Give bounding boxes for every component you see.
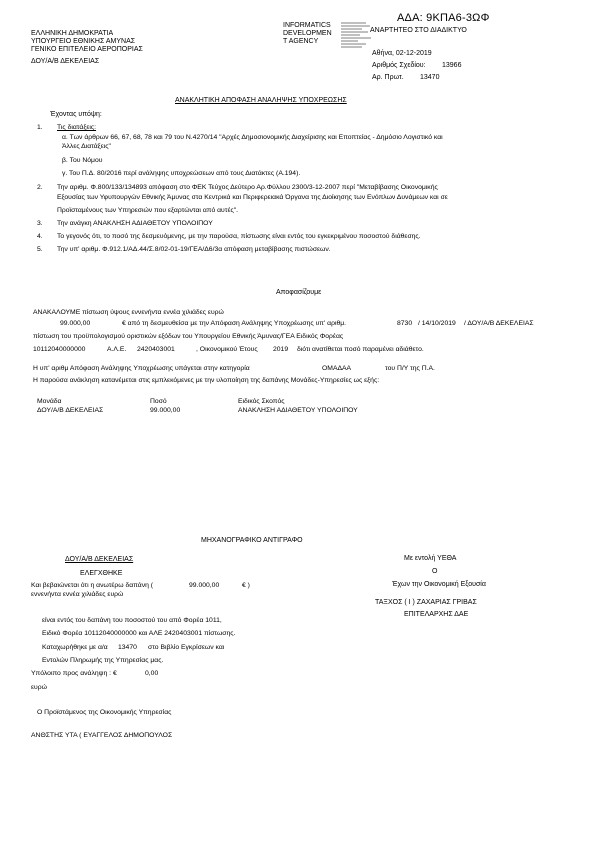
- left-line: Ειδικό Φορέα 10112040000000 και ΑΛΕ 2420403001 πίστωσης.: [42, 630, 236, 637]
- amount: 99.000,00: [60, 320, 91, 327]
- body-line: € από τη δεσμευθείσα με την Απόφαση Ανάληψης Υποχρέωσης υπ' αριθμ.: [122, 320, 347, 327]
- remaining-currency: ευρώ: [31, 684, 47, 691]
- item-number: 4.: [37, 233, 43, 240]
- item-text: Προϊσταμένους των Υπηρεσιών που εξαρτώνται από αυτές".: [57, 207, 239, 214]
- item-number: 1.: [37, 124, 43, 131]
- item-text: Τις διατάξεις:: [57, 124, 97, 131]
- ada-number: ΑΔΑ: 9ΚΠΑ6-3ΩΦ: [397, 12, 490, 24]
- stamp-line-3: T AGENCY: [283, 38, 319, 45]
- body-line: Η παρούσα ανάκληση κατανέμεται στις εμπλεκόμενες με την υλοποίηση της δαπάνης Μονάδες-Υπηρεσίες ως εξής:: [33, 377, 380, 384]
- org-line-1: ΕΛΛΗΝΙΚΗ ΔΗΜΟΚΡΑΤΙΑ: [31, 30, 114, 37]
- special-body-code: 10112040000000: [33, 346, 86, 353]
- alloc-cell-amount: 99.000,00: [150, 407, 181, 414]
- body-line: του Π/Υ της Π.Α.: [385, 365, 435, 372]
- considering-label: Έχοντας υπόψη:: [50, 111, 102, 118]
- ale-label: Α.Λ.Ε.: [107, 346, 127, 353]
- body-line: ΑΝΑΚΑΛΟΥΜΕ πίστωση ύψους εννενήντα εννέα χιλιάδες ευρώ: [33, 309, 224, 316]
- left-line: Εντολών Πληρωμής της Υπηρεσίας μας.: [42, 657, 164, 664]
- stamp-line-1: INFORMATICS: [283, 22, 331, 29]
- item-number: 5.: [37, 246, 43, 253]
- alloc-header-unit: Μονάδα: [37, 398, 62, 405]
- left-line: είναι εντός του δαπάνη του ποσοστού του από Φορέα 1011,: [42, 617, 222, 624]
- item-number: 2.: [37, 184, 43, 191]
- item-text: Την αριθμ. Φ.800/133/134893 απόφαση στο ΦΕΚ Τεύχος Δεύτερο Αρ.Φύλλου 2300/3-12-2007 περί "Μεταβίβασης Οικονομικής: [57, 184, 438, 191]
- item-text: Το γεγονός ότι, το ποσό της δεσμευόμενης, με την παρούσα, πίστωσης είναι εντός του εγκεκριμένου ποσοστού διάθεσης.: [57, 233, 421, 240]
- protocol-label: Αρ. Πρωτ.: [372, 74, 404, 81]
- finance-head-signer: ΑΝΘΣΤΗΣ ΥΤΑ ( ΕΥΑΓΓΕΛΟΣ ΔΗΜΟΠΟΥΛΟΣ: [31, 732, 173, 739]
- category: ΟΜΑΔΑΑ: [322, 365, 352, 372]
- fiscal-year: 2019: [273, 346, 289, 353]
- protocol-number: 13470: [420, 74, 440, 81]
- draft-number: 13966: [442, 62, 462, 69]
- amount-in-words: εννενήντα εννέα χιλιάδες ευρώ: [31, 591, 124, 598]
- item-text: α. Των άρθρων 66, 67, 68, 78 και 79 του Ν.4270/14 "Αρχές Δημοσιονομικής Διαχείρισης και Εποπτείας - Δημόσιο Λογιστικό και: [62, 134, 443, 141]
- org-line-4: ΔΟΥ/Α/Β ΔΕΚΕΛΕΙΑΣ: [31, 58, 100, 65]
- item-text: Άλλες Διατάξεις": [62, 143, 111, 150]
- alloc-cell-unit: ΔΟΥ/Α/Β ΔΕΚΕΛΕΙΑΣ: [37, 407, 104, 414]
- ale-code: 2420403001: [137, 346, 175, 353]
- remaining-label: Υπόλοιπο προς ανάληψη : €: [31, 670, 117, 677]
- checking-unit: ΔΟΥ/Α/Β ΔΕΚΕΛΕΙΑΣ: [65, 556, 134, 563]
- decision-unit: / ΔΟΥ/Α/Β ΔΕΚΕΛΕΙΑΣ: [464, 320, 534, 327]
- registered-label: Καταχωρήθηκε με α/α: [42, 644, 108, 651]
- signer-title: ΕΠΙΤΕΛΑΡΧΗΣ ΔΑΕ: [404, 611, 469, 618]
- item-number: 3.: [37, 220, 43, 227]
- authority-line: Έχων την Οικονομική Εξουσία: [392, 581, 486, 588]
- item-text: Εξουσίας των Υφυπουργών Εθνικής Άμυνας στα Κεντρικά και Περιφερειακά Όργανα της Διοίκησης των Ενόπλων Δυνάμεων και σε: [57, 194, 448, 201]
- body-line: Η υπ' αριθμ Απόφαση Ανάληψης Υποχρέωσης υπάγεται στην κατηγορία: [33, 365, 250, 372]
- certify-amount: 99.000,00: [189, 582, 220, 589]
- body-line: διότι ανατίθεται ποσό παραμένει αδιάθετο.: [297, 346, 424, 353]
- item-text: β. Του Νόμου: [62, 157, 103, 164]
- org-line-2: ΥΠΟΥΡΓΕΙΟ ΕΘΝΙΚΗΣ ΑΜΥΝΑΣ: [31, 38, 136, 45]
- signature-scribble-icon: [340, 21, 376, 51]
- org-line-3: ΓΕΝΙΚΟ ΕΠΙΤΕΛΕΙΟ ΑΕΡΟΠΟΡΙΑΣ: [31, 46, 143, 53]
- item-text: Την υπ' αριθμ. Φ.912.1/ΑΔ.44/Σ.8/02-01-19/ΓΕΑ/Δ6/3α απόφαση μεταβίβασης πιστώσεων.: [57, 246, 331, 253]
- alloc-header-purpose: Ειδικός Σκοπός: [238, 398, 285, 405]
- authority-line: Ο: [432, 568, 438, 575]
- left-line: στο Βιβλίο Εγκρίσεων και: [148, 644, 225, 651]
- item-text: Την ανάγκη ΑΝΑΚΛΗΣΗ ΑΔΙΑΘΕΤΟΥ ΥΠΟΛΟΙΠΟΥ: [57, 220, 213, 227]
- checked-label: ΕΛΕΓΧΘΗΚΕ: [80, 570, 123, 577]
- place-date: Αθήνα, 02-12-2019: [372, 50, 432, 57]
- decide-heading: Αποφασίζουμε: [276, 289, 322, 296]
- posted-online: ΑΝΑΡΤΗΤΕΟ ΣΤΟ ΔΙΑΔΙΚΤΥΟ: [370, 27, 467, 34]
- registered-number: 13470: [118, 644, 137, 651]
- fiscal-year-label: , Οικονομικού Έτους: [196, 346, 258, 353]
- finance-head-title: Ο Προϊστάμενος της Οικονομικής Υπηρεσίας: [37, 709, 172, 716]
- draft-label: Αριθμός Σχεδίου:: [372, 62, 426, 69]
- document-title: ΑΝΑΚΛΗΤΙΚΗ ΑΠΟΦΑΣΗ ΑΝΑΛΗΨΗΣ ΥΠΟΧΡΕΩΣΗΣ: [175, 97, 347, 104]
- digital-signature-stamp: [340, 21, 376, 51]
- certify-currency: € ): [242, 582, 250, 589]
- stamp-line-2: DEVELOPMEN: [283, 30, 332, 37]
- signer-name: ΤΑΞΧΟΣ ( Ι ) ΖΑΧΑΡΙΑΣ ΓΡΙΒΑΣ: [375, 599, 477, 606]
- authority-line: Με εντολή ΥΕΘΑ: [404, 555, 457, 562]
- alloc-header-amount: Ποσό: [150, 398, 167, 405]
- remaining-amount: 0,00: [145, 670, 159, 677]
- alloc-cell-purpose: ΑΝΑΚΛΗΣΗ ΑΔΙΑΘΕΤΟΥ ΥΠΟΛΟΙΠΟΥ: [238, 407, 358, 414]
- certify-line: Και βεβαιώνεται ότι η ανωτέρω δαπάνη (: [31, 582, 154, 589]
- item-text: γ. Του Π.Δ. 80/2016 περί ανάληψης υποχρεώσεων από τους Διατάκτες (Α.194).: [62, 170, 301, 177]
- decision-date: / 14/10/2019: [418, 320, 456, 327]
- body-line: πίστωση του προϋπολογισμού οριστικών εξόδων του Υπουργείου Εθνικής Άμυνας/ΓΕΑ Ειδικός Φορέας: [33, 333, 344, 340]
- decision-number: 8730: [397, 320, 413, 327]
- mechanographic-copy: ΜΗΧΑΝΟΓΡΑΦΙΚΟ ΑΝΤΙΓΡΑΦΟ: [201, 537, 303, 544]
